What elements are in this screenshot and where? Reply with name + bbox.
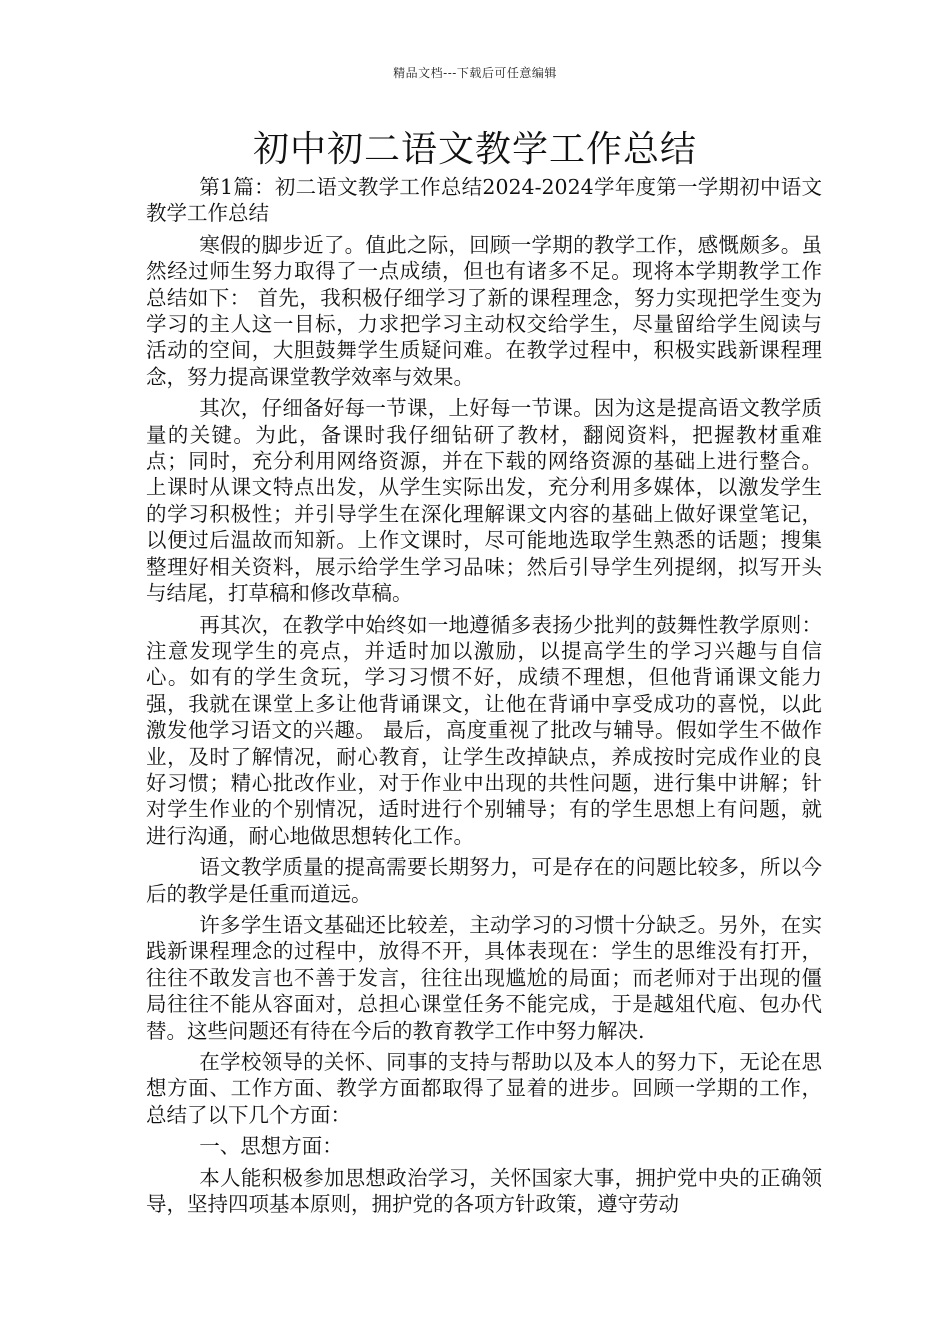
- paragraph: 一、思想方面：: [199, 1134, 343, 1159]
- paragraph: 其次，仔细备好每一节课，上好每一节课。因为这是提高语文教学质量的关键。为此，备课时我仔细钻研了教材，翻阅资料，把握教材重难点；同时，充分利用网络资源，并在下载的网络资源的基础上进行整合。上课时从课文特点出发，从学生实际出发，充分利用多媒体，以激发学生的学习积极性；并引导学生在深化理解课文内容的基础上做好课堂笔记，以便过后温故而知新。上作文课时，尽可能地选取学生熟悉的话题；搜集整理好相关资料，展示给学生学习品味；然后引导学生列提纲，拟写开头与结尾，打草稿和修改草稿。: [146, 396, 822, 606]
- paragraph: 再其次，在教学中始终如一地遵循多表扬少批判的鼓舞性教学原则：注意发现学生的亮点，并适时加以激励，以提高学生的学习兴趣与自信心。如有的学生贪玩，学习习惯不好，成绩不理想，但他背诵课文能力强，我就在课堂上多让他背诵课文，让他在背诵中享受成功的喜悦，以此激发他学习语文的兴趣。 最后，高度重视了批改与辅导。假如学生不做作业，及时了解情况，耐心教育，让学生改掉缺点，养成按时完成作业的良好习惯；精心批改作业，对于作业中出现的共性问题，进行集中讲解；针对学生作业的个别情况，适时进行个别辅导；有的学生思想上有问题，就进行沟通，耐心地做思想转化工作。: [146, 612, 822, 848]
- document-body: [146, 174, 822, 1217]
- paragraph: 语文教学质量的提高需要长期努力，可是存在的问题比较多，所以今后的教学是任重而道远。: [146, 855, 822, 906]
- paragraph: 寒假的脚步近了。值此之际，回顾一学期的教学工作，感慨颇多。虽然经过师生努力取得了一点成绩，但也有诸多不足。现将本学期教学工作总结如下： 首先，我积极仔细学习了新的课程理念，努力实现把学生变为学习的主人这一目标，力求把学习主动权交给学生，尽量留给学生阅读与活动的空间，大胆鼓舞学生质疑问难。在教学过程中，积极实践新课程理念，努力提高课堂教学效率与效果。: [146, 232, 822, 389]
- document-title: 初中初二语文教学工作总结: [252, 129, 697, 170]
- paragraph: 本人能积极参加思想政治学习，关怀国家大事，拥护党中央的正确领导，坚持四项基本原则，拥护党的各项方针政策，遵守劳动: [146, 1165, 822, 1217]
- paragraph: 许多学生语文基础还比较差，主动学习的习惯十分缺乏。另外，在实践新课程理念的过程中，放得不开，具体表现在：学生的思维没有打开，往往不敢发言也不善于发言，往往出现尴尬的局面；而老师对于出现的僵局往往不能从容面对，总担心课堂任务不能完成，于是越俎代庖、包办代替。这些问题还有待在今后的教育教学工作中努力解决.: [146, 912, 822, 1043]
- paragraph: 在学校领导的关怀、同事的支持与帮助以及本人的努力下，无论在思想方面、工作方面、教学方面都取得了显着的进步。回顾一学期的工作，总结了以下几个方面：: [146, 1050, 822, 1127]
- paragraph: 第1篇：初二语文教学工作总结2024-2024学年度第一学期初中语文教学工作总结: [146, 175, 822, 226]
- page-header: 精品文档---下载后可任意编辑: [393, 66, 557, 80]
